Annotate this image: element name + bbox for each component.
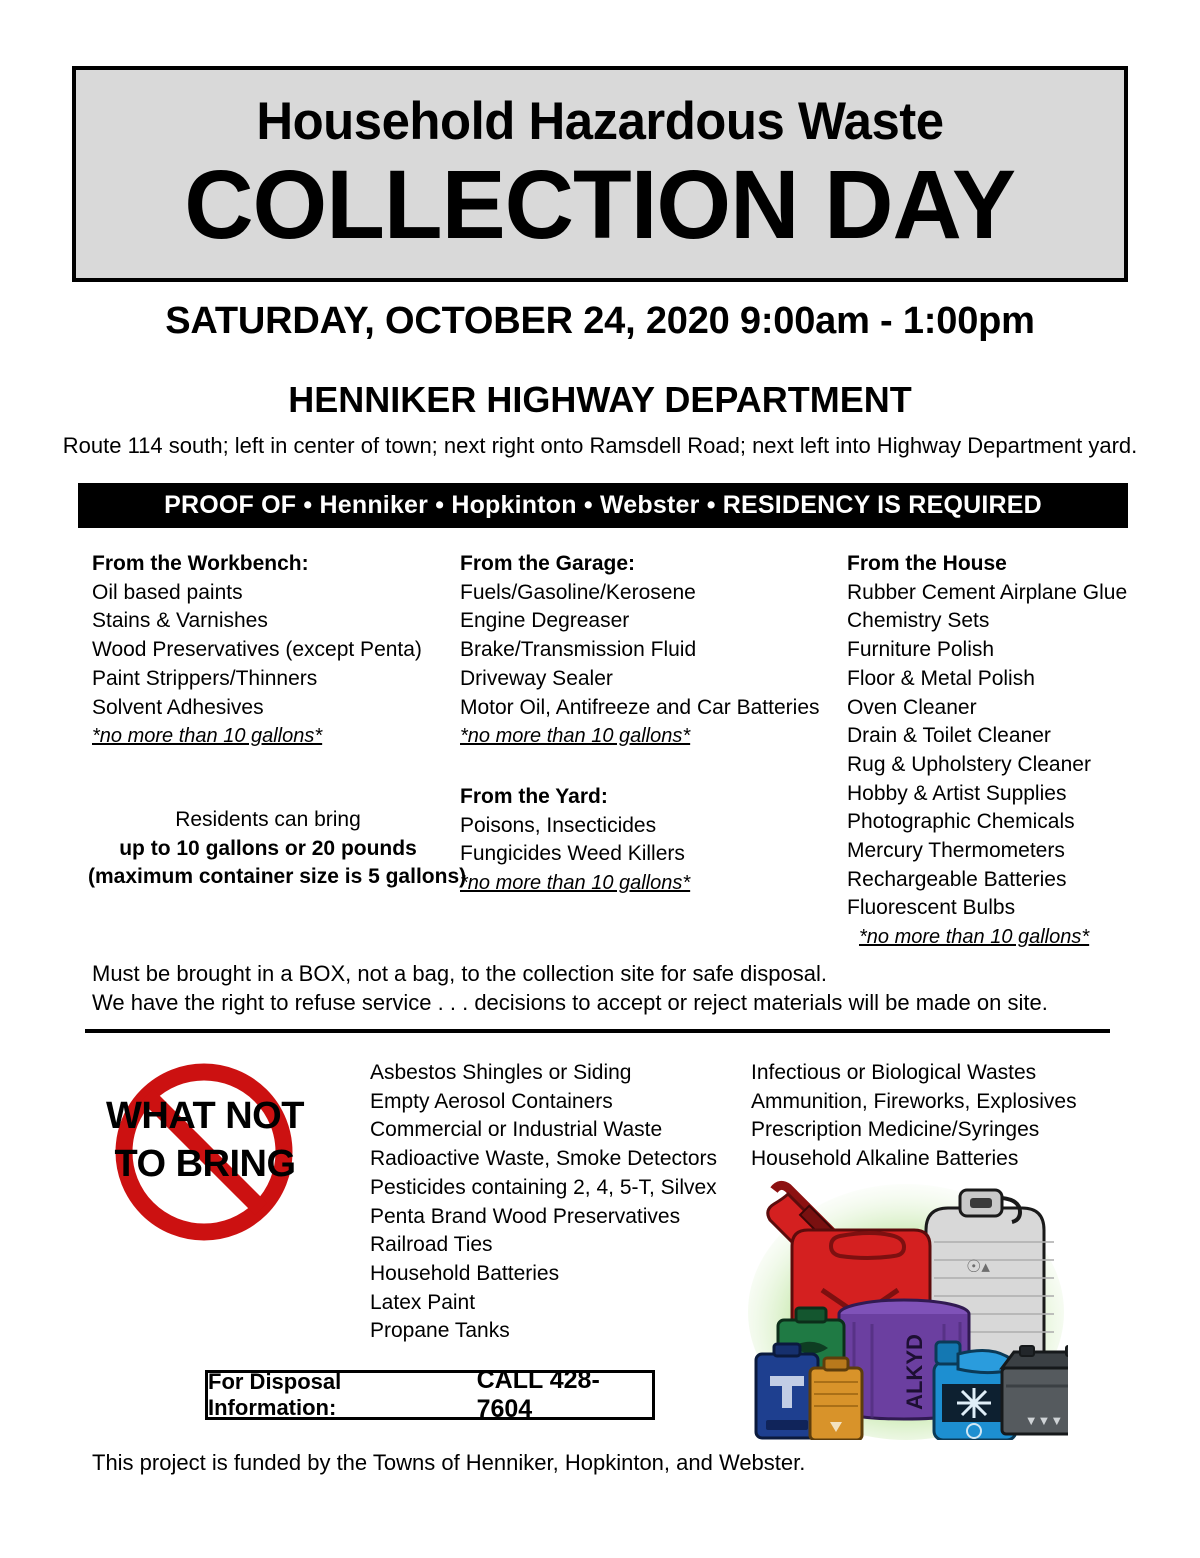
prohibition-badge — [106, 1056, 304, 1248]
gallons-limit-note: *no more than 10 gallons* — [460, 872, 691, 895]
list-item: Household Alkaline Batteries — [751, 1147, 1019, 1171]
list-item: Penta Brand Wood Preservatives — [370, 1204, 681, 1228]
residency-requirement-bar — [78, 483, 1128, 528]
list-item: Infectious or Biological Wastes — [751, 1061, 1037, 1084]
list-item: Asbestos Shingles or Siding — [370, 1061, 632, 1084]
gallons-limit-note: *no more than 10 gallons* — [460, 725, 691, 748]
list-item: Rechargeable Batteries — [847, 867, 1067, 891]
prohibition-badge-line-1: WHAT NOT — [106, 1095, 304, 1137]
list-item: Oil based paints — [92, 580, 243, 604]
list-item: Pesticides containing 2, 4, 5-T, Silvex — [370, 1175, 717, 1199]
list-item: Rug & Upholstery Cleaner — [847, 752, 1091, 776]
workbench-heading: From the Workbench: — [92, 552, 309, 575]
not-accepted-list-left — [370, 1059, 718, 1346]
list-item: Brake/Transmission Fluid — [460, 638, 697, 662]
residents-limit-line-3: (maximum container size is 5 gallons) — [88, 865, 467, 889]
yard-heading: From the Yard: — [460, 785, 608, 808]
residents-limit-block — [88, 806, 467, 892]
list-item: Fungicides Weed Killers — [460, 842, 685, 866]
flyer-subtitle: Household Hazardous Waste — [256, 92, 944, 152]
disposal-info-label: For Disposal Information: — [208, 1369, 342, 1420]
list-item: Oven Cleaner — [847, 695, 977, 719]
disposal-info-box — [205, 1366, 655, 1423]
list-item: Rubber Cement Airplane Glue — [847, 580, 1128, 604]
list-item: Motor Oil, Antifreeze and Car Batteries — [460, 695, 820, 719]
list-item: Driveway Sealer — [460, 666, 613, 690]
list-item: Wood Preservatives (except Penta) — [92, 638, 422, 662]
gallons-limit-note: *no more than 10 gallons* — [92, 725, 323, 748]
not-accepted-list-right — [751, 1059, 1081, 1174]
list-item: Ammunition, Fireworks, Explosives — [751, 1089, 1077, 1113]
accepted-column-yard — [460, 783, 840, 898]
residency-requirement-text: PROOF OF • Henniker • Hopkinton • Webster • RESIDENCY IS REQUIRED — [164, 491, 1042, 519]
list-item: Photographic Chemicals — [847, 810, 1075, 834]
car-battery-shape — [1002, 1346, 1068, 1434]
list-item: Railroad Ties — [370, 1233, 493, 1257]
accepted-column-house — [847, 550, 1147, 952]
house-heading: From the House — [847, 552, 1007, 575]
residents-limit-line-1: Residents can bring — [175, 808, 361, 831]
header-banner — [72, 66, 1128, 282]
list-item: Floor & Metal Polish — [847, 666, 1035, 690]
list-item: Propane Tanks — [370, 1319, 510, 1343]
list-item: Poisons, Insecticides — [460, 813, 657, 837]
list-item: Fluorescent Bulbs — [847, 896, 1016, 920]
svg-text:☉▴: ☉▴ — [966, 1257, 990, 1276]
event-venue: HENNIKER HIGHWAY DEPARTMENT — [288, 379, 912, 420]
gallons-limit-note: *no more than 10 gallons* — [859, 926, 1090, 949]
list-item: Household Batteries — [370, 1261, 560, 1285]
list-item: Solvent Adhesives — [92, 695, 264, 719]
residents-limit-line-2: up to 10 gallons or 20 pounds — [119, 836, 417, 860]
garage-heading: From the Garage: — [460, 552, 636, 575]
hazardous-containers-illustration — [744, 1172, 1068, 1440]
note-box-requirement: Must be brought in a BOX, not a bag, to the collection site for safe disposal. — [92, 961, 827, 986]
disposal-notes — [92, 959, 1112, 1017]
event-directions: Route 114 south; left in center of town; next right onto Ramsdell Road; next left into Highway Department yard. — [62, 433, 1138, 458]
list-item: Chemistry Sets — [847, 609, 990, 633]
list-item: Mercury Thermometers — [847, 839, 1065, 863]
orange-container-shape — [810, 1358, 862, 1440]
prohibition-badge-text — [80, 1092, 330, 1188]
list-item: Paint Strippers/Thinners — [92, 666, 318, 690]
list-item: Prescription Medicine/Syringes — [751, 1118, 1040, 1142]
section-divider — [85, 1029, 1110, 1033]
accepted-column-garage — [460, 550, 840, 751]
list-item: Radioactive Waste, Smoke Detectors — [370, 1147, 718, 1171]
list-item: Stains & Varnishes — [92, 609, 268, 633]
note-refusal-rights: We have the right to refuse service . . . decisions to accept or reject materials will be made on site. — [92, 990, 1048, 1015]
list-item: Engine Degreaser — [460, 609, 630, 633]
event-date-time: SATURDAY, OCTOBER 24, 2020 9:00am - 1:00pm — [165, 300, 1035, 342]
list-item: Furniture Polish — [847, 638, 995, 662]
funding-footer: This project is funded by the Towns of Henniker, Hopkinton, and Webster. — [92, 1450, 806, 1475]
list-item: Latex Paint — [370, 1290, 476, 1314]
accepted-column-workbench — [92, 550, 452, 751]
snowflake-icon — [957, 1388, 991, 1418]
hazardous-containers-graphic — [744, 1172, 1068, 1440]
list-item: Drain & Toilet Cleaner — [847, 724, 1051, 748]
list-item: Commercial or Industrial Waste — [370, 1118, 663, 1142]
alkyd-label: ALKYD — [902, 1334, 927, 1410]
list-item: Fuels/Gasoline/Kerosene — [460, 580, 696, 604]
disposal-phone-number[interactable]: CALL 428-7604 — [476, 1366, 600, 1423]
list-item: Empty Aerosol Containers — [370, 1089, 613, 1113]
prohibition-badge-line-2: TO BRING — [114, 1143, 296, 1185]
list-item: Hobby & Artist Supplies — [847, 781, 1067, 805]
svg-text:▼▼▼: ▼▼▼ — [1024, 1413, 1064, 1428]
flyer-title: COLLECTION DAY — [184, 149, 1016, 259]
